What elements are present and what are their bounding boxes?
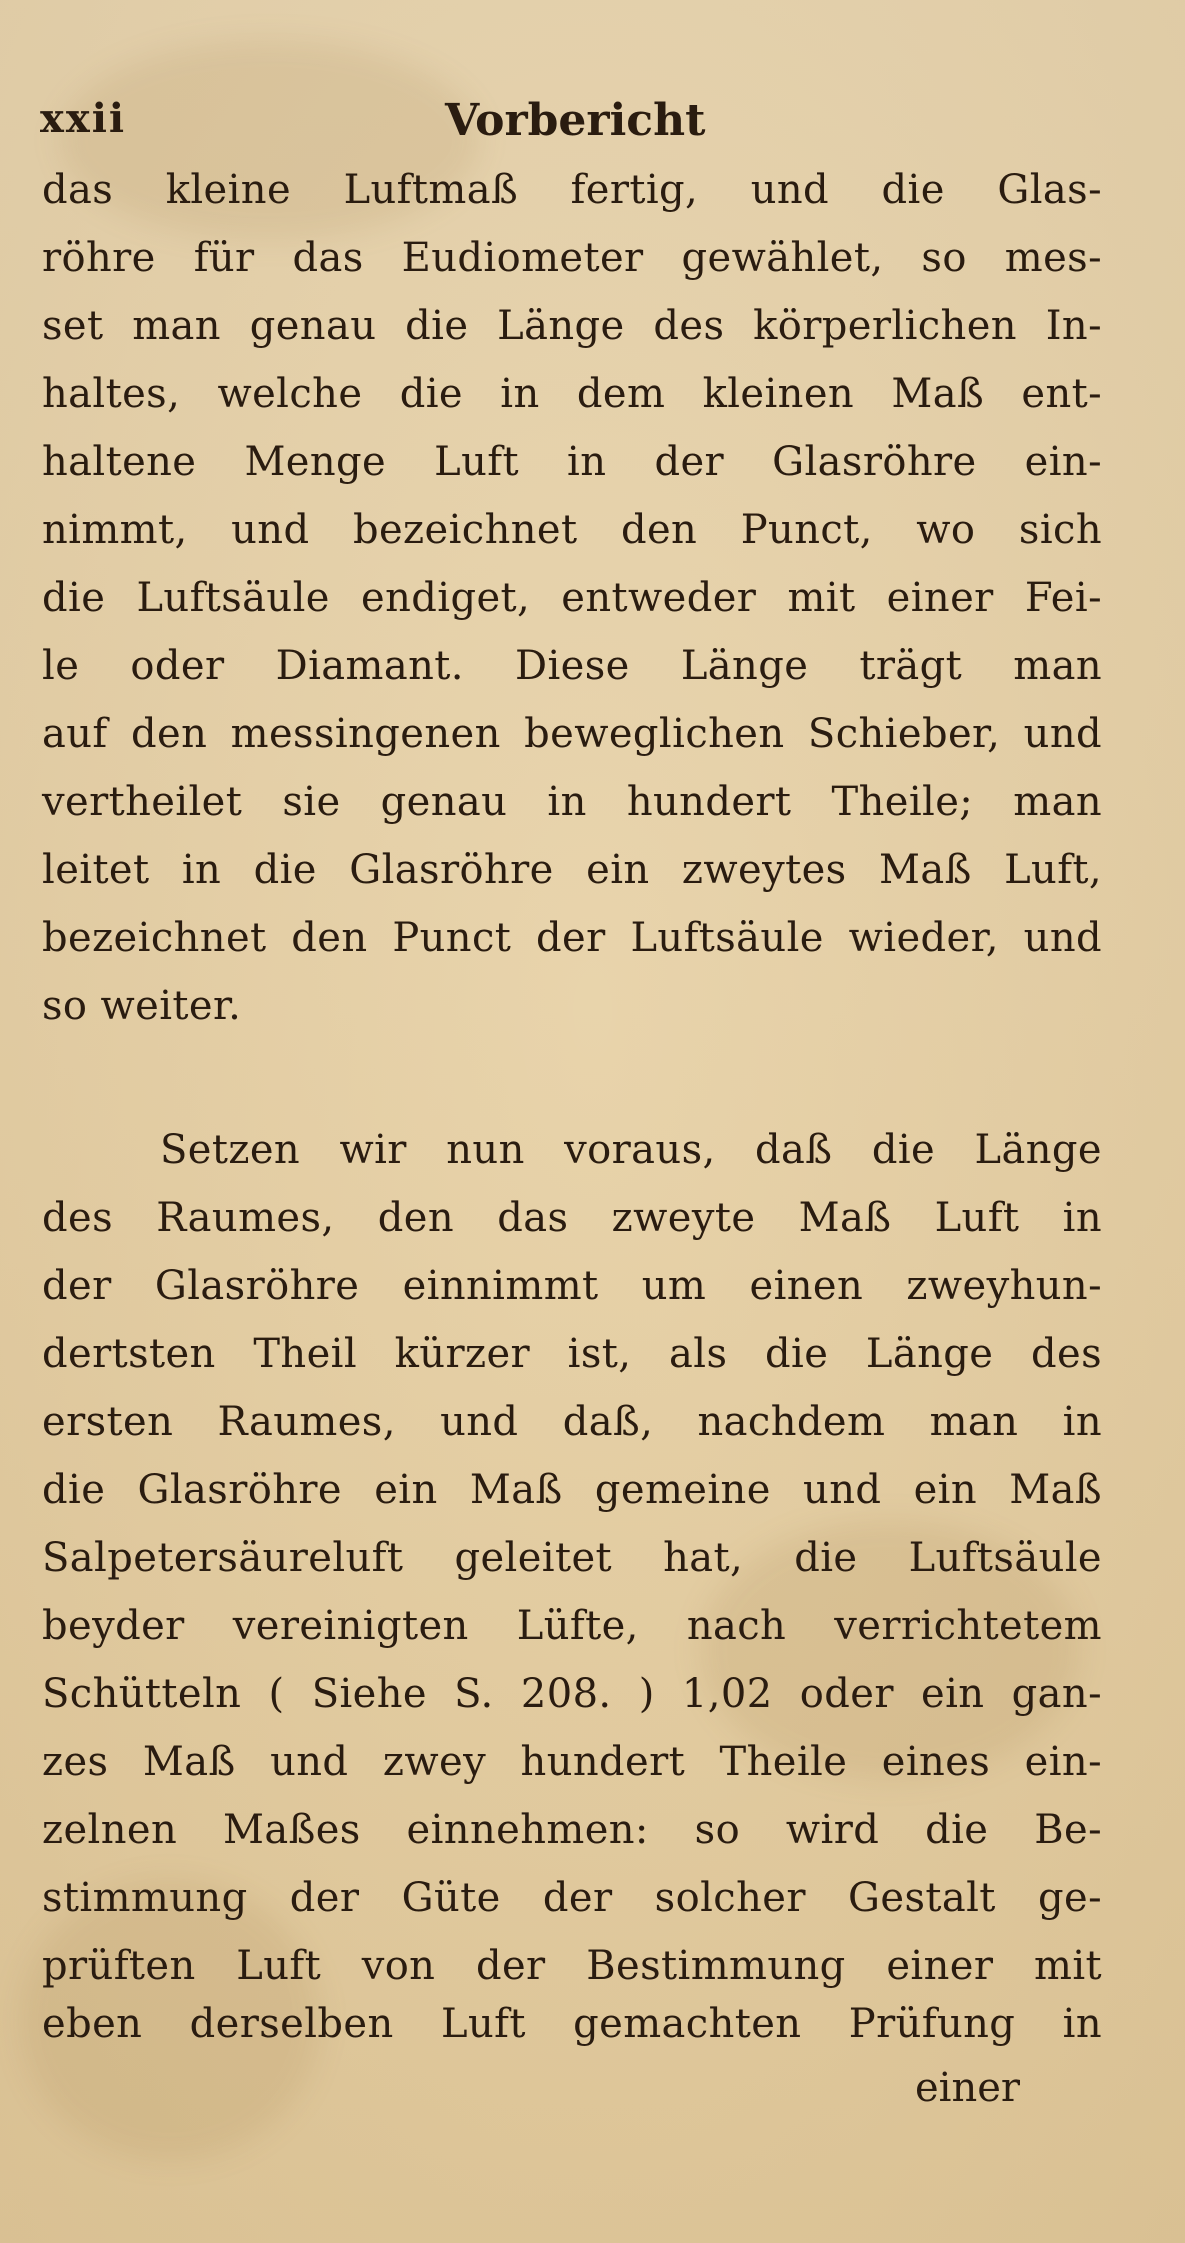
text-line: dertsten Theil kürzer ist, als die Länge des (42, 1331, 1102, 1377)
text-line: le oder Diamant. Diese Länge trägt man (42, 643, 1102, 689)
text-line: bezeichnet den Punct der Luftsäule wieder, und (42, 915, 1102, 961)
catchword: einer (915, 2065, 1021, 2111)
text-line: eben derselben Luft gemachten Prüfung in (42, 2001, 1102, 2047)
page-header (40, 95, 1140, 155)
text-line: Schütteln ( Siehe S. 208. ) 1,02 oder ein gan- (42, 1671, 1102, 1717)
text-line: beyder vereinigten Lüfte, nach verrichtetem (42, 1603, 1102, 1649)
text-line: Setzen wir nun voraus, daß die Länge (160, 1127, 1102, 1173)
page-number: xxii (40, 95, 127, 142)
text-line: Salpetersäureluft geleitet hat, die Luftsäule (42, 1535, 1102, 1581)
running-title: Vorbericht (445, 95, 706, 146)
text-line: röhre für das Eudiometer gewählet, so mes- (42, 235, 1102, 281)
text-line: der Glasröhre einnimmt um einen zweyhun- (42, 1263, 1102, 1309)
text-line: prüften Luft von der Bestimmung einer mit (42, 1943, 1102, 1989)
text-line: des Raumes, den das zweyte Maß Luft in (42, 1195, 1102, 1241)
text-line: haltene Menge Luft in der Glasröhre ein- (42, 439, 1102, 485)
text-line: vertheilet sie genau in hundert Theile; man (42, 779, 1102, 825)
text-line: set man genau die Länge des körperlichen In- (42, 303, 1102, 349)
text-line: leitet in die Glasröhre ein zweytes Maß Luft, (42, 847, 1102, 893)
text-line: zelnen Maßes einnehmen: so wird die Be- (42, 1807, 1102, 1853)
text-line: haltes, welche die in dem kleinen Maß ent- (42, 371, 1102, 417)
text-line: die Glasröhre ein Maß gemeine und ein Maß (42, 1467, 1102, 1513)
text-line: das kleine Luftmaß fertig, und die Glas- (42, 167, 1102, 213)
text-line: zes Maß und zwey hundert Theile eines ein- (42, 1739, 1102, 1785)
text-line: stimmung der Güte der solcher Gestalt ge- (42, 1875, 1102, 1921)
text-line: nimmt, und bezeichnet den Punct, wo sich (42, 507, 1102, 553)
text-line: ersten Raumes, und daß, nachdem man in (42, 1399, 1102, 1445)
text-line: auf den messingenen beweglichen Schieber, und (42, 711, 1102, 757)
text-line: so weiter. (42, 983, 242, 1029)
text-line: die Luftsäule endiget, entweder mit einer Fei- (42, 575, 1102, 621)
